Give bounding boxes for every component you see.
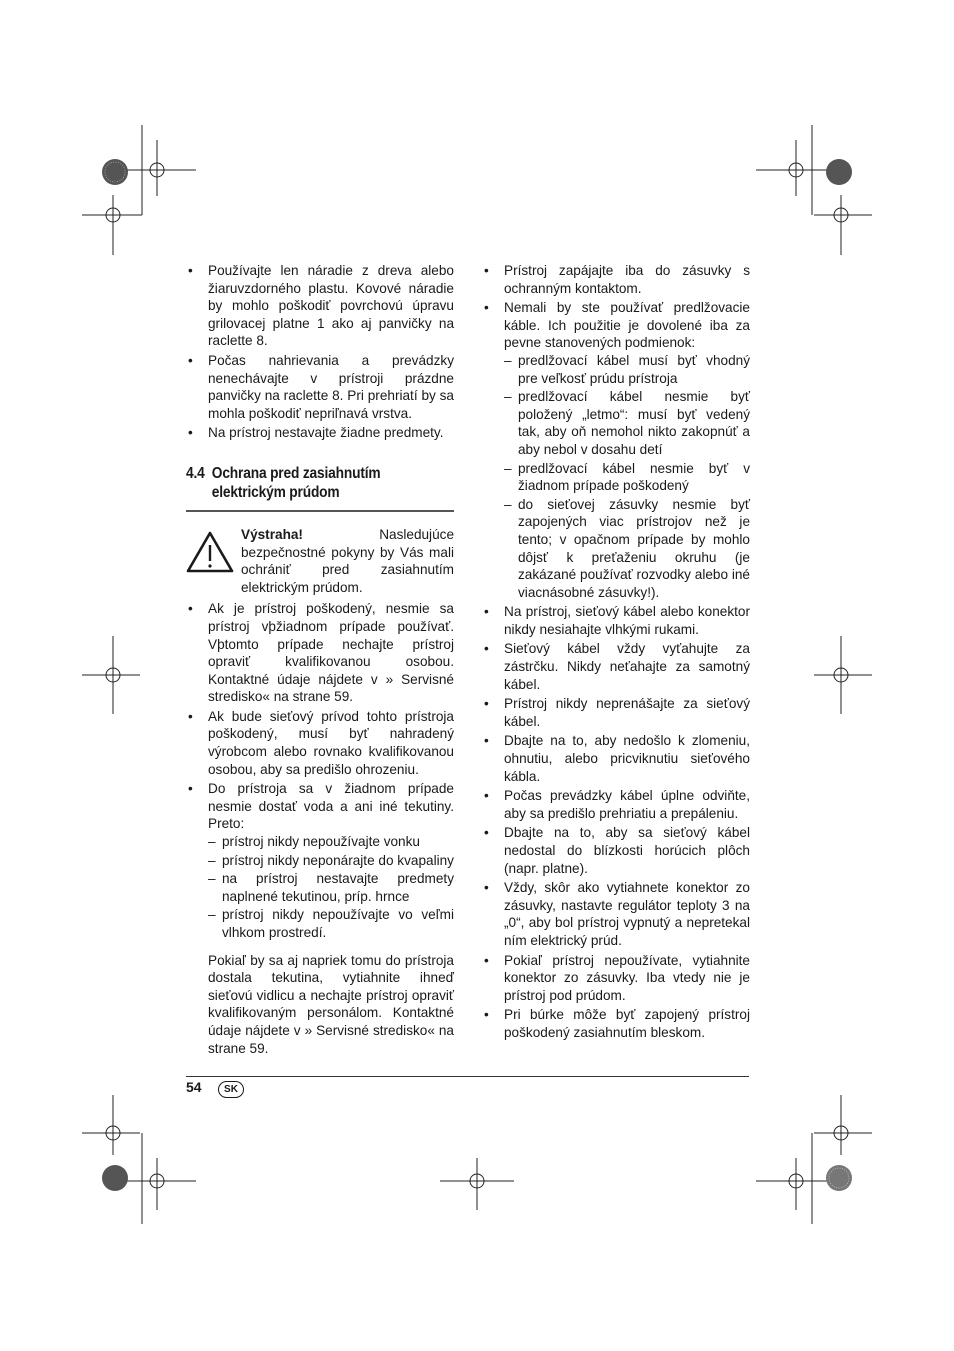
right-column [482,262,750,1044]
left-column [186,262,454,1057]
dash-item: – prístroj nikdy nepoužívajte vonku [208,833,454,851]
dash-item: – predlžovací kábel nesmie byť položený „letmo“: musí byť vedený tak, aby oň nemohol nikto zakopnúť a aby nebol v dosahu detí [504,388,750,458]
section-heading [186,464,416,502]
dash-item: – do sieťovej zásuvky nesmie byť zapojených viac prístrojov než je tento; v opačnom prípade by mohlo dôjsť k preťaženiu okruhu (je zakázané používať rozvodky alebo iné viacnásobné zásuvky!). [504,496,750,602]
list-item: • Sieťový kábel vždy vyťahujte za zástrčku. Nikdy neťahajte za samotný kábel. [482,640,750,693]
water-dash-list [208,833,454,942]
language-badge: SK [218,1081,244,1098]
dash-item: – na prístroj nestavajte predmety naplnené tekutinou, príp. hrnce [208,870,454,905]
bullet-list-mid [186,600,454,941]
bullet-list-right [482,262,750,1042]
closing-paragraph: Pokiaľ by sa aj napriek tomu do prístroja dostala tekutina, vytiahnite ihneď sieťovú vidlicu a nechajte prístroj opraviť kvalifikovaným personálom. Kontaktné údaje nájdete v » Servisné stredisko« na strane 59. [208,952,454,1056]
list-item: • Pri búrke môže byť zapojený prístroj poškodený zasiahnutím bleskom. [482,1006,750,1041]
list-item: • Ak bude sieťový prívod tohto prístroja poškodený, musí byť nahradený výrobcom alebo rovnako kvalifikovanou osobou, aby sa predišlo ohrozeniu. [186,708,454,778]
warning-triangle-icon [186,530,234,574]
list-item: • Používajte len náradie z dreva alebo žiaruvzdorného plastu. Kovové náradie by mohlo poškodiť povrchovú úpravu grilovacej platne 1 ako aj panvičky na raclette 8. [186,262,454,350]
list-item: • Dbajte na to, aby nedošlo k zlomeniu, ohnutiu, alebo pricviknutiu sieťového kábla. [482,732,750,785]
dash-item: – predlžovací kábel musí byť vhodný pre veľkosť prúdu prístroja [504,352,750,387]
list-item: • Ak je prístroj poškodený, nesmie sa prístroj vþžiadnom prípade používať. Vþtomto prípade nechajte prístroj opraviť kvalifikovanou osobou. Kontaktné údaje nájdete v » Servisné stredisko« na strane 59. [186,600,454,706]
warning-text: Nasledujúce bezpečnostné pokyny by Vás mali ochrániť pred zasiahnutím elektrickým prúdom. [241,526,454,595]
footer-rule [186,1076,749,1077]
list-item: • Pokiaľ prístroj nepoužívate, vytiahnite konektor zo zásuvky. Iba vtedy nie je prístroj pod prúdom. [482,952,750,1005]
list-item: • Prístroj nikdy neprenášajte za sieťový kábel. [482,695,750,730]
list-item [482,299,750,601]
section-title-line2: elektrickým prúdom [211,483,340,501]
section-title-line1: Ochrana pred zasiahnutím [211,464,381,482]
list-item: • Na prístroj nestavajte žiadne predmety. [186,424,454,442]
section-number: 4.4 [186,464,205,482]
dash-item: – prístroj nikdy nepoužívajte vo veľmi vlhkom prostredí. [208,906,454,941]
list-item: • Prístroj zapájajte iba do zásuvky s ochranným kontaktom. [482,262,750,297]
bullet-list-top [186,262,454,442]
warning-label: Výstraha! [241,526,303,542]
warning-block [186,526,454,596]
heading-rule [186,510,454,512]
dash-item: – predlžovací kábel nesmie byť v žiadnom prípade poškodený [504,460,750,495]
list-item: • Dbajte na to, aby sa sieťový kábel nedostal do blízkosti horúcich plôch (napr. platne). [482,824,750,877]
dash-item: – prístroj nikdy neponárajte do kvapaliny [208,852,454,870]
page-number: 54 [186,1079,202,1095]
water-bullet-text: Do prístroja sa v žiadnom prípade nesmie dostať voda a ani iné tekutiny. Preto: [208,781,454,832]
extension-dash-list [504,352,750,601]
list-item [186,780,454,941]
list-item: • Počas prevádzky kábel úplne odviňte, aby sa predišlo prehriatiu a prepáleniu. [482,787,750,822]
list-item: • Na prístroj, sieťový kábel alebo konektor nikdy nesiahajte vlhkými rukami. [482,603,750,638]
list-item: • Vždy, skôr ako vytiahnete konektor zo zásuvky, nastavte regulátor teploty 3 na „0“, aby bol prístroj vypnutý a nepretekal ním elektrický prúd. [482,879,750,949]
list-item: • Počas nahrievania a prevádzky nenechávajte v prístroji prázdne panvičky na raclette 8. Pri prehriatí by sa mohla poškodiť nepriľnavá vrstva. [186,352,454,422]
extension-bullet-text: Nemali by ste používať predlžovacie káble. Ich použitie je dovolené iba za pevne stanovených podmienok: [504,300,750,351]
